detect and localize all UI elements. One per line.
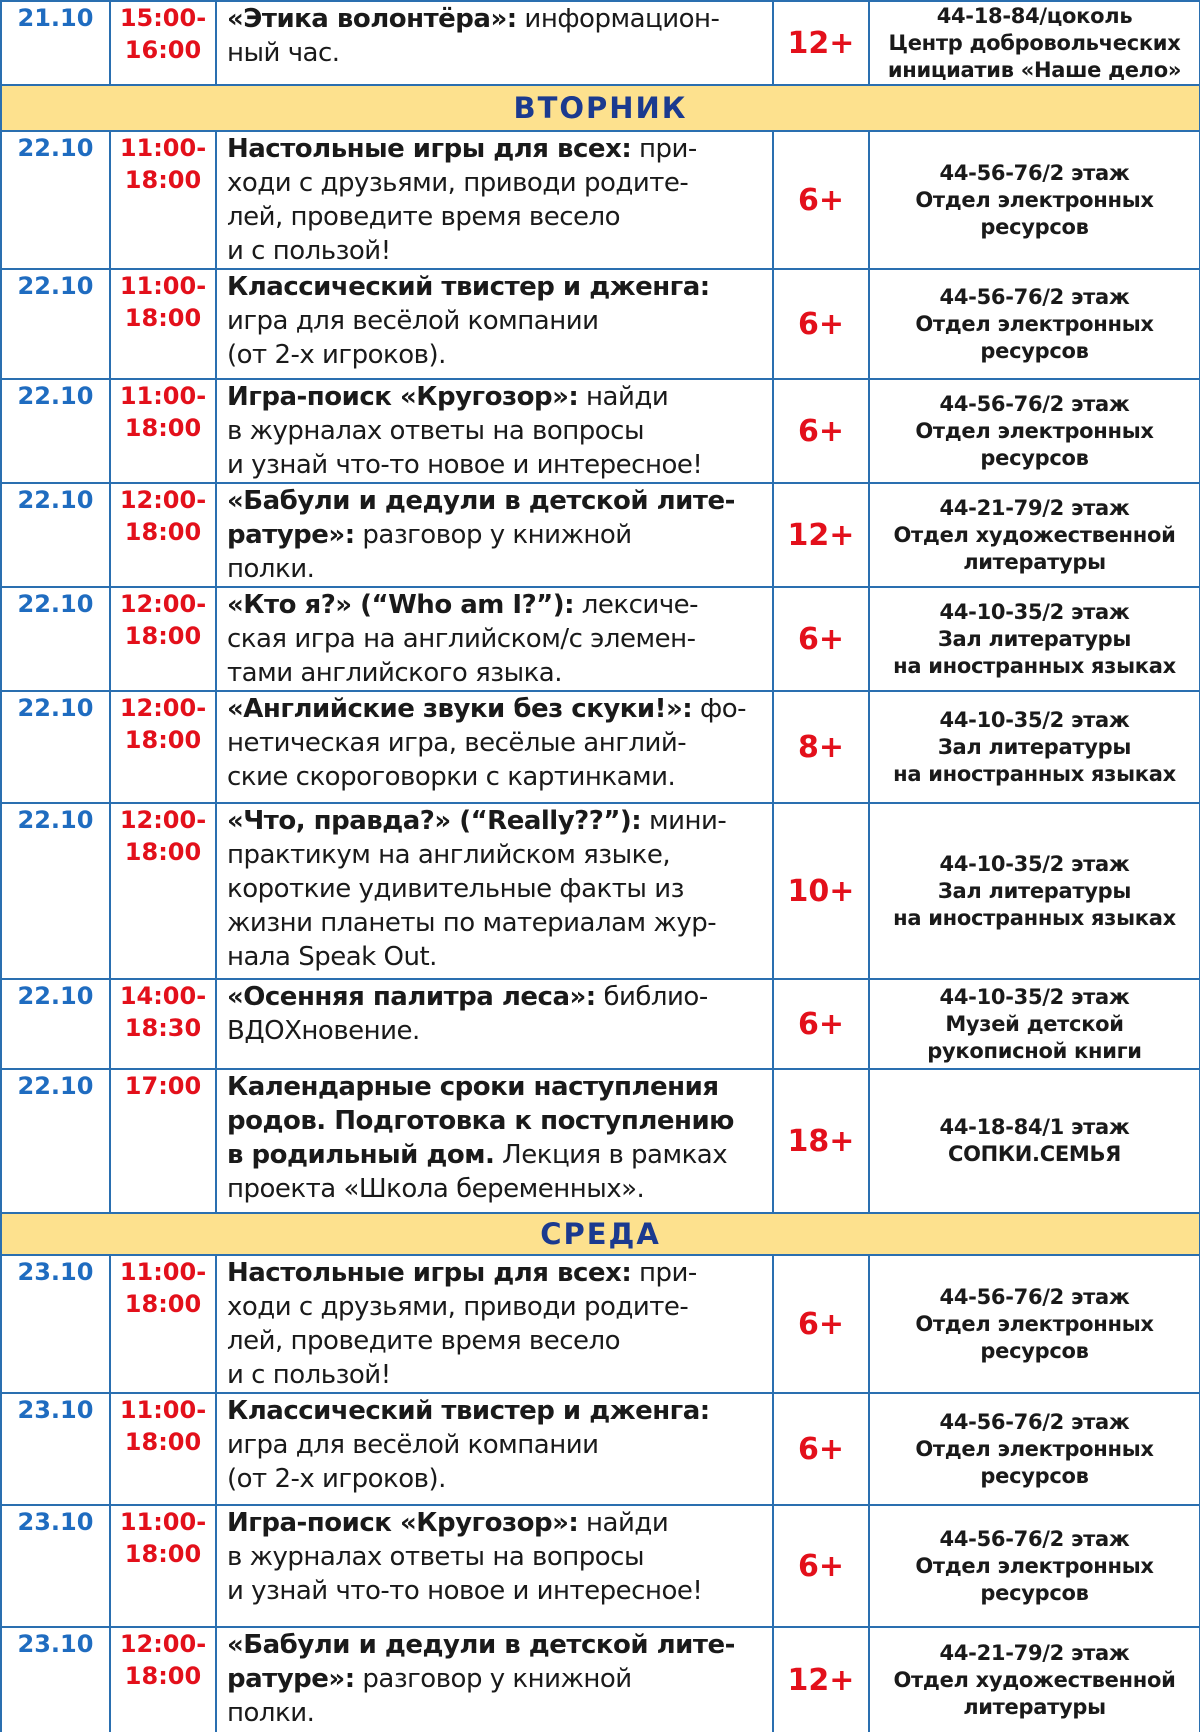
event-description: «Что, правда?» (“Really??”): мини- практикум на английском языке, короткие удивительные факты из жизни планеты по материалам жур- нала Speak Out. (216, 803, 773, 979)
table-row (1, 1393, 1200, 1505)
event-date: 22.10 (1, 1069, 110, 1213)
age-rating: 12+ (773, 1627, 869, 1732)
event-description: Классический твистер и дженга: игра для весёлой компании (от 2-х игроков). (216, 1393, 773, 1505)
age-rating: 6+ (773, 379, 869, 483)
event-time: 11:00- 18:00 (110, 1393, 216, 1505)
event-location: 44-56-76/2 этаж Отдел электронных ресурсов (869, 379, 1200, 483)
day-header-wednesday: СРЕДА (1, 1213, 1200, 1255)
age-rating: 6+ (773, 1505, 869, 1627)
event-time: 12:00- 18:00 (110, 483, 216, 587)
table-row (1, 379, 1200, 483)
event-date: 21.10 (1, 1, 110, 85)
event-location: 44-18-84/1 этаж СОПКИ.СЕМЬЯ (869, 1069, 1200, 1213)
table-row (1, 587, 1200, 691)
event-description: Классический твистер и дженга: игра для весёлой компании (от 2-х игроков). (216, 269, 773, 379)
event-date: 23.10 (1, 1505, 110, 1627)
age-rating: 6+ (773, 269, 869, 379)
event-description: «Этика волонтёра»: информацион- ный час. (216, 1, 773, 85)
table-row (1, 803, 1200, 979)
event-time: 12:00- 18:00 (110, 1627, 216, 1732)
event-location: 44-56-76/2 этаж Отдел электронных ресурсов (869, 1255, 1200, 1393)
age-rating: 8+ (773, 691, 869, 803)
table-row (1, 1255, 1200, 1393)
age-rating: 12+ (773, 1, 869, 85)
event-time: 11:00- 18:00 (110, 269, 216, 379)
event-location: 44-56-76/2 этаж Отдел электронных ресурсов (869, 1393, 1200, 1505)
age-rating: 6+ (773, 131, 869, 269)
event-time: 11:00- 18:00 (110, 131, 216, 269)
event-description: «Осенняя палитра леса»: библио- ВДОХновение. (216, 979, 773, 1069)
event-location: 44-10-35/2 этаж Зал литературы на иностранных языках (869, 803, 1200, 979)
event-time: 15:00- 16:00 (110, 1, 216, 85)
event-time: 14:00- 18:30 (110, 979, 216, 1069)
event-date: 22.10 (1, 587, 110, 691)
age-rating: 12+ (773, 483, 869, 587)
event-location: 44-10-35/2 этаж Зал литературы на иностранных языках (869, 691, 1200, 803)
event-location: 44-21-79/2 этаж Отдел художественной литературы (869, 483, 1200, 587)
event-location: 44-10-35/2 этаж Зал литературы на иностранных языках (869, 587, 1200, 691)
age-rating: 6+ (773, 587, 869, 691)
event-description: Игра-поиск «Кругозор»: найди в журналах ответы на вопросы и узнай что-то новое и интересное! (216, 1505, 773, 1627)
table-row (1, 1, 1200, 85)
event-location: 44-10-35/2 этаж Музей детской рукописной книги (869, 979, 1200, 1069)
event-description: «Бабули и дедули в детской лите- ратуре»: разговор у книжной полки. (216, 1627, 773, 1732)
event-description: Настольные игры для всех: при- ходи с друзьями, приводи родите- лей, проведите время весело и с пользой! (216, 131, 773, 269)
table-row (1, 483, 1200, 587)
table-row (1, 979, 1200, 1069)
table-row (1, 1627, 1200, 1732)
table-row (1, 1069, 1200, 1213)
age-rating: 6+ (773, 1393, 869, 1505)
event-location: 44-18-84/цоколь Центр добровольческих инициатив «Наше дело» (869, 1, 1200, 85)
event-time: 17:00 (110, 1069, 216, 1213)
event-description: «Кто я?» (“Who am I?”): лексиче- ская игра на английском/с элемен- тами английского языка. (216, 587, 773, 691)
event-date: 22.10 (1, 483, 110, 587)
event-description: «Бабули и дедули в детской лите- ратуре»: разговор у книжной полки. (216, 483, 773, 587)
event-date: 22.10 (1, 803, 110, 979)
table-row (1, 691, 1200, 803)
event-date: 23.10 (1, 1627, 110, 1732)
event-location: 44-21-79/2 этаж Отдел художественной литературы (869, 1627, 1200, 1732)
event-date: 22.10 (1, 131, 110, 269)
event-time: 11:00- 18:00 (110, 379, 216, 483)
event-time: 11:00- 18:00 (110, 1255, 216, 1393)
event-description: Настольные игры для всех: при- ходи с друзьями, приводи родите- лей, проведите время весело и с пользой! (216, 1255, 773, 1393)
table-row (1, 131, 1200, 269)
event-date: 22.10 (1, 691, 110, 803)
event-description: Игра-поиск «Кругозор»: найди в журналах ответы на вопросы и узнай что-то новое и интересное! (216, 379, 773, 483)
day-header-row (1, 1213, 1200, 1255)
event-location: 44-56-76/2 этаж Отдел электронных ресурсов (869, 1505, 1200, 1627)
event-date: 23.10 (1, 1393, 110, 1505)
event-date: 22.10 (1, 269, 110, 379)
event-location: 44-56-76/2 этаж Отдел электронных ресурсов (869, 131, 1200, 269)
event-location: 44-56-76/2 этаж Отдел электронных ресурсов (869, 269, 1200, 379)
event-time: 12:00- 18:00 (110, 691, 216, 803)
day-header-tuesday: ВТОРНИК (1, 85, 1200, 131)
age-rating: 6+ (773, 979, 869, 1069)
age-rating: 10+ (773, 803, 869, 979)
event-time: 12:00- 18:00 (110, 803, 216, 979)
age-rating: 6+ (773, 1255, 869, 1393)
day-header-row (1, 85, 1200, 131)
event-time: 11:00- 18:00 (110, 1505, 216, 1627)
event-description: Календарные сроки наступления родов. Подготовка к поступлению в родильный дом. Лекция в рамках проекта «Школа беременных». (216, 1069, 773, 1213)
age-rating: 18+ (773, 1069, 869, 1213)
table-row (1, 1505, 1200, 1627)
event-description: «Английские звуки без скуки!»: фо- нетическая игра, весёлые англий- ские скороговорки с картинками. (216, 691, 773, 803)
event-date: 22.10 (1, 379, 110, 483)
table-row (1, 269, 1200, 379)
event-date: 23.10 (1, 1255, 110, 1393)
event-date: 22.10 (1, 979, 110, 1069)
event-time: 12:00- 18:00 (110, 587, 216, 691)
